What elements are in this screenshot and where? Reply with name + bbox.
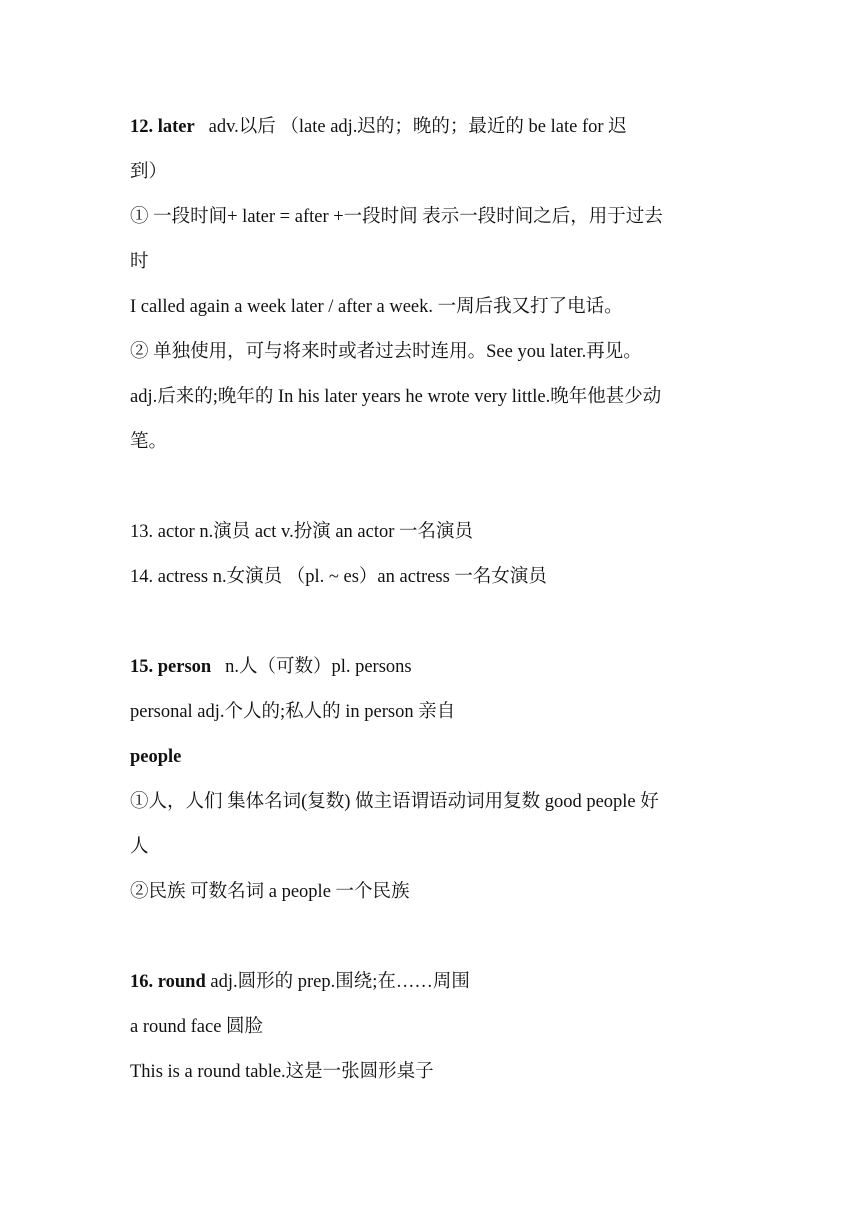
entry-person-line-2: personal adj.个人的;私人的 in person 亲自 bbox=[130, 702, 456, 722]
entry-later-line-8: 笔。 bbox=[130, 432, 168, 452]
entry-round-line-3: This is a round table.这是一张圆形桌子 bbox=[130, 1062, 434, 1082]
entry-actress-line: 14. actress n.女演员 （pl. ~ es）an actress 一名女演员 bbox=[130, 567, 547, 587]
entry-later-line-7: adj.后来的;晚年的 In his later years he wrote very little.晚年他甚少动 bbox=[130, 387, 662, 407]
entry-later-heading: 12. later bbox=[130, 117, 195, 137]
spacer bbox=[130, 600, 735, 645]
entry-person-line-1 bbox=[130, 645, 735, 690]
entry-actor-line: 13. actor n.演员 act v.扮演 an actor 一名演员 bbox=[130, 522, 474, 542]
entry-people-heading: people bbox=[130, 747, 182, 767]
spacer bbox=[130, 465, 735, 510]
entry-people-line-2: 人 bbox=[130, 837, 149, 857]
entry-later-line-3: ① 一段时间+ later = after +一段时间 表示一段时间之后，用于过去 bbox=[130, 207, 663, 227]
entry-people-line-3: ②民族 可数名词 a people 一个民族 bbox=[130, 882, 410, 902]
entry-later-line-5: I called again a week later / after a week. 一周后我又打了电话。 bbox=[130, 297, 623, 317]
entry-person-definition: n.人（可数）pl. persons bbox=[225, 657, 412, 677]
entry-later-line-1 bbox=[130, 105, 735, 150]
entry-person-heading: 15. person bbox=[130, 657, 212, 677]
entry-later-line-6: ② 单独使用，可与将来时或者过去时连用。See you later.再见。 bbox=[130, 342, 642, 362]
entry-round-definition: adj.圆形的 prep.围绕;在……周围 bbox=[210, 972, 470, 992]
document-page bbox=[130, 105, 735, 1095]
entry-later-line-2: 到） bbox=[130, 162, 168, 182]
entry-round-line-2: a round face 圆脸 bbox=[130, 1017, 264, 1037]
entry-people-heading-line bbox=[130, 735, 735, 780]
spacer bbox=[130, 915, 735, 960]
entry-later-line-4: 时 bbox=[130, 252, 149, 272]
entry-people-line-1: ①人，人们 集体名词(复数) 做主语谓语动词用复数 good people 好 bbox=[130, 792, 659, 812]
entry-later-definition: adv.以后 （late adj.迟的；晚的；最近的 be late for 迟 bbox=[208, 117, 627, 137]
entry-round-line-1 bbox=[130, 960, 735, 1005]
entry-round-heading: 16. round bbox=[130, 972, 206, 992]
